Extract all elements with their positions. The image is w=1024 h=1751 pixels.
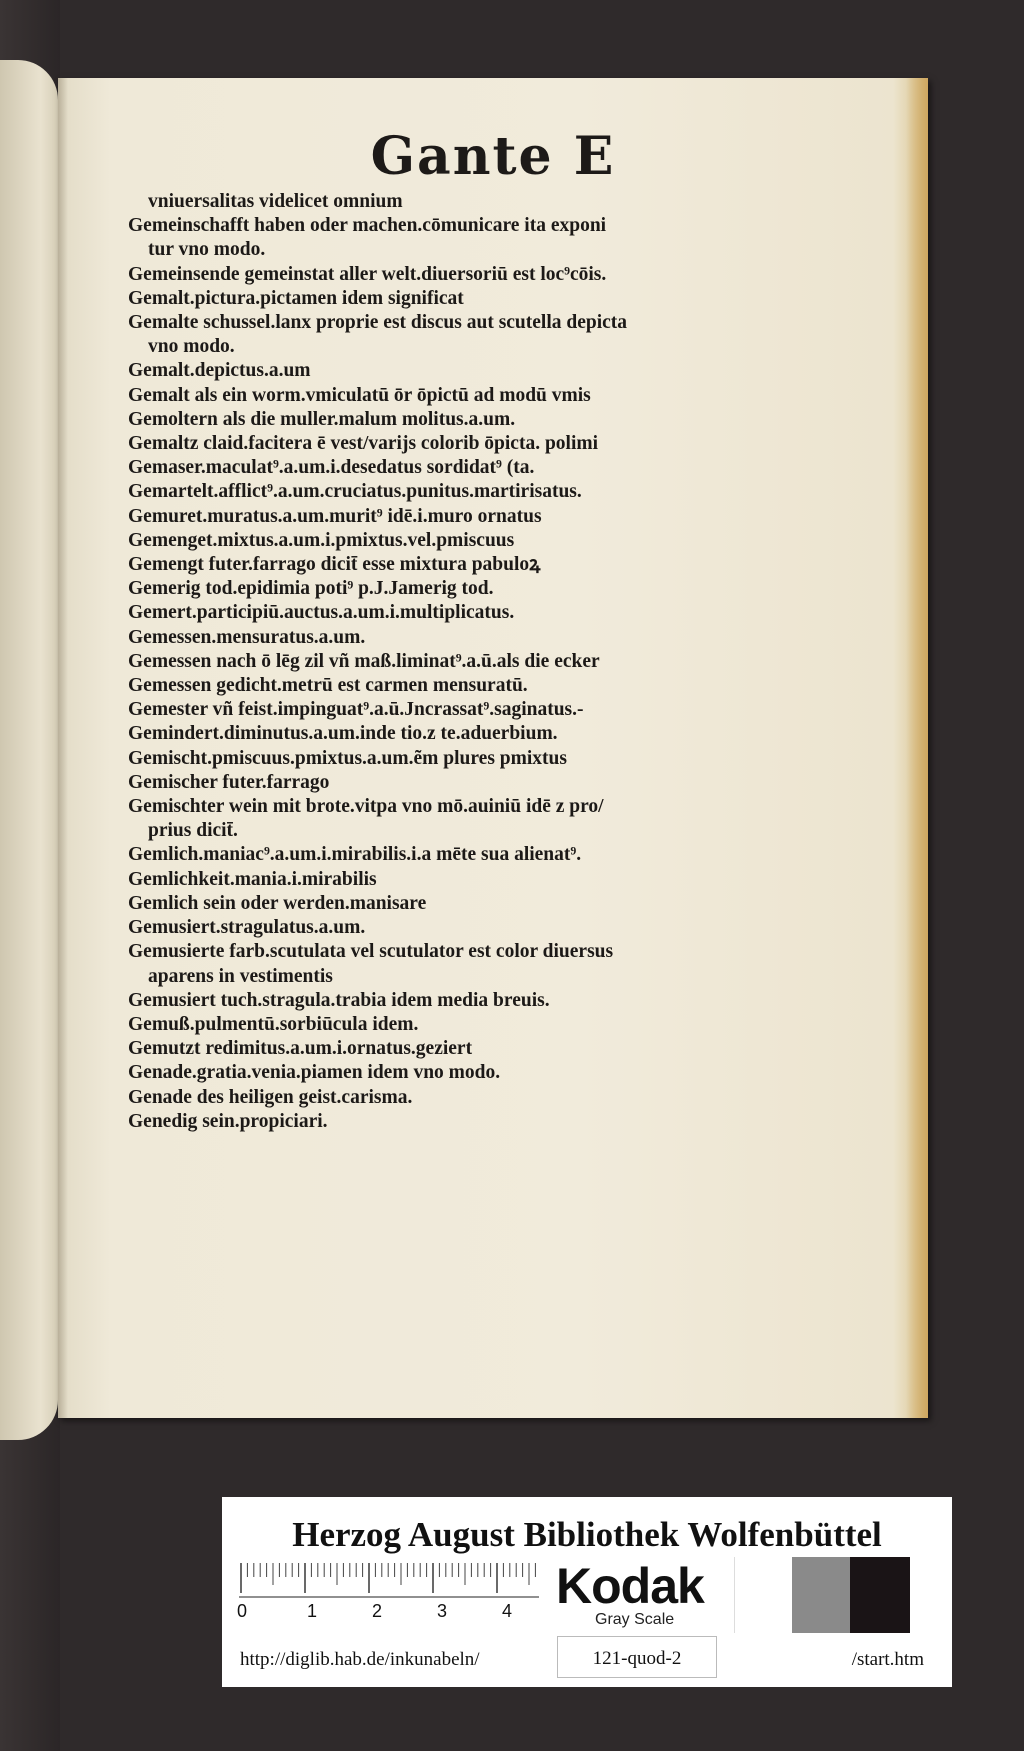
- ruler-number: 1: [307, 1601, 318, 1621]
- dictionary-entry: vniuersalitas videlicet omnium: [148, 191, 403, 212]
- dictionary-entry: tur vno modo.: [148, 239, 266, 261]
- dictionary-entry: Gemaltz claid.facitera ē vest/varijs colorib ōpicta. polimi: [128, 433, 599, 455]
- dictionary-entry: Gemlich sein oder werden.manisare: [128, 892, 427, 914]
- library-name: Herzog August Bibliothek Wolfenbüttel: [292, 1515, 882, 1554]
- ruler-scale: [239, 1563, 541, 1621]
- dictionary-entry: vno modo.: [148, 336, 235, 358]
- dictionary-entry: Gemester vñ feist.impinguat⁹.a.ū.Jncrassat⁹.saginatus.-: [128, 699, 584, 721]
- gray-swatch-mid: [792, 1557, 850, 1633]
- dictionary-entry: Gemeinschafft haben oder machen.cōmunicare ita exponi: [128, 215, 607, 237]
- shelfmark: 121-quod-2: [592, 1648, 682, 1669]
- dictionary-entry: Gemlich.maniac⁹.a.um.i.mirabilis.i.a mēte sua alienat⁹.: [128, 844, 582, 866]
- page-gutter-shadow: [58, 78, 68, 1418]
- ruler-number: 4: [502, 1601, 513, 1621]
- dictionary-entry: Gemusiert.stragulatus.a.um.: [128, 917, 366, 939]
- ruler-number: 2: [372, 1601, 383, 1621]
- dictionary-entry: Gemessen nach ō lēg zil vñ maß.liminat⁹.a.ū.als die ecker: [128, 650, 600, 672]
- dictionary-entry: Gemutzt redimitus.a.um.i.ornatus.geziert: [128, 1038, 473, 1060]
- ruler-number: 3: [437, 1601, 448, 1621]
- dictionary-entry: Gemessen.mensuratus.a.um.: [128, 626, 366, 648]
- dictionary-entry: Genedig sein.propiciari.: [128, 1110, 328, 1132]
- url-suffix: /start.htm: [851, 1649, 924, 1670]
- dictionary-entry: aparens in vestimentis: [148, 965, 333, 987]
- dictionary-entry: Gemusiert tuch.stragula.trabia idem media breuis.: [128, 989, 550, 1011]
- shelfmark-box: [557, 1636, 717, 1678]
- dictionary-entry: Gemenget.mixtus.a.um.i.pmixtus.vel.pmiscuus: [128, 529, 515, 551]
- dictionary-entry: Gemalt als ein worm.vmiculatū ōr ōpictū ad modū vmis: [128, 384, 591, 406]
- book-page: [58, 78, 928, 1418]
- dictionary-entry: Gemuß.pulmentū.sorbiūcula idem.: [128, 1013, 419, 1035]
- library-reference-card: [222, 1497, 952, 1687]
- dictionary-entry: Gemischt.pmiscuus.pmixtus.a.um.ẽm plures pmixtus: [128, 747, 567, 769]
- dictionary-entry: Gemuret.muratus.a.um.murit⁹ idē.i.muro ornatus: [128, 505, 542, 527]
- dictionary-entry: Gemalt.pictura.pictamen idem significat: [128, 287, 464, 309]
- dictionary-entry: Gemerig tod.epidimia poti⁹ p.J.Jamerig tod.: [128, 578, 494, 600]
- dictionary-entry: Gemengt futer.farrago dicit̄ esse mixtura pabuloꝝ: [128, 554, 541, 576]
- dictionary-entry: Genade.gratia.venia.piamen idem vno modo.: [128, 1062, 501, 1084]
- dictionary-entry: Gemoltern als die muller.malum molitus.a.um.: [128, 408, 516, 430]
- dictionary-entry: Gemert.participiū.auctus.a.um.i.multiplicatus.: [128, 602, 515, 624]
- dictionary-entry: Gemartelt.afflict⁹.a.um.cruciatus.punitus.martirisatus.: [128, 481, 582, 503]
- dictionary-entry: Gemessen gedicht.metrū est carmen mensuratū.: [128, 675, 528, 697]
- dictionary-entry: Gemlichkeit.mania.i.mirabilis: [128, 868, 377, 890]
- gray-scale-label: Gray Scale: [595, 1611, 675, 1628]
- dictionary-entry: Gemalte schussel.lanx proprie est discus aut scutella depicta: [128, 312, 628, 334]
- page-header: Gante E: [370, 126, 616, 187]
- dictionary-entry: Gemalt.depictus.a.um: [128, 360, 311, 382]
- kodak-logo: Kodak: [556, 1558, 704, 1614]
- dictionary-entry: Gemusierte farb.scutulata vel scutulator est color diuersus: [128, 941, 614, 963]
- dictionary-entry: Gemischter wein mit brote.vitpa vno mō.auiniū idē z pro/: [128, 796, 604, 818]
- dictionary-entry: Genade des heiligen geist.carisma.: [128, 1086, 413, 1108]
- dictionary-entry: Gemischer futer.farrago: [128, 771, 330, 793]
- dictionary-entry: Gemaser.maculat⁹.a.um.i.desedatus sordidat⁹ (ta.: [128, 457, 535, 479]
- ruler-number: 0: [237, 1601, 248, 1621]
- dictionary-entries: [128, 190, 768, 1134]
- page-right-edge: [906, 78, 928, 1418]
- previous-page-edge: [0, 60, 58, 1440]
- url-prefix: http://diglib.hab.de/inkunabeln/: [240, 1649, 480, 1670]
- gray-swatch-white: [734, 1557, 793, 1633]
- dictionary-entry: Gemeinsende gemeinstat aller welt.diuersoriū est loc⁹cōis.: [128, 263, 607, 285]
- dictionary-entry: Gemindert.diminutus.a.um.inde tio.z te.aduerbium.: [128, 723, 558, 745]
- dictionary-entry: prius dicit̄.: [148, 820, 238, 842]
- gray-swatch-black: [850, 1557, 910, 1633]
